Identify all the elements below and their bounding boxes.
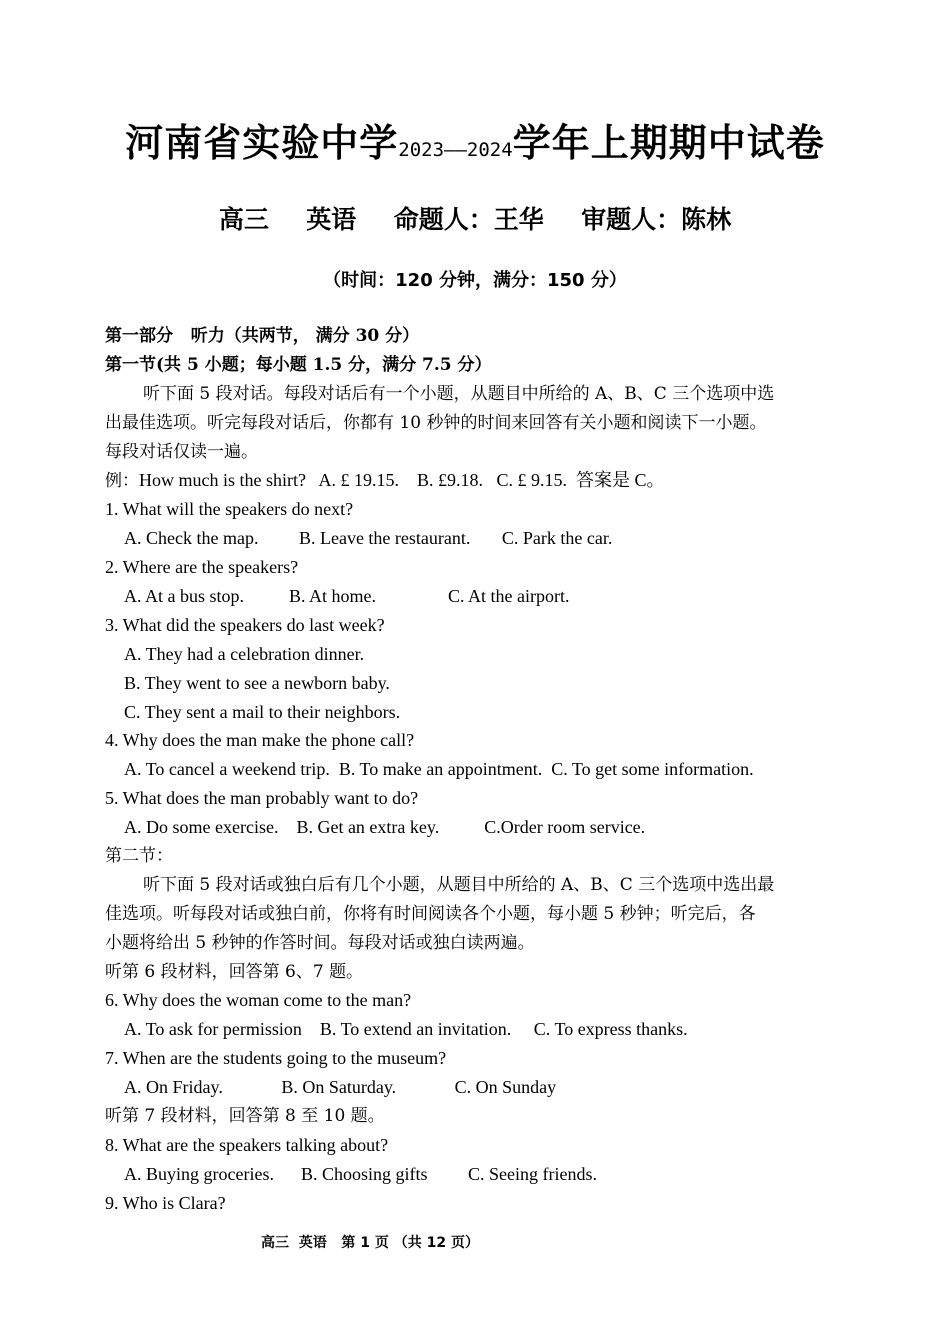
question-option: B. They went to see a newborn baby. [124, 672, 390, 693]
question-options: A. Do some exercise. B. Get an extra key. C.Order room service. [124, 817, 646, 838]
question-text: 8. What are the speakers talking about? [105, 1134, 389, 1155]
question-text: 9. Who is Clara? [105, 1192, 226, 1213]
question-options: A. On Friday. B. On Saturday. C. On Sunday [124, 1077, 557, 1098]
section2-instruction-line2: 佳选项。听每段对话或独白前，你将有时间阅读各个小题，每小题 5 秒钟；听完后，各 [105, 903, 756, 924]
title-school: 河南省实验中学 [125, 121, 399, 165]
section2-instruction-line3: 小题将给出 5 秒钟的作答时间。每段对话或独白读两遍。 [105, 932, 535, 953]
section1-heading: 第一节(共 5 小题；每小题 1.5 分，满分 7.5 分） [105, 354, 492, 375]
section1-instruction-line1: 听下面 5 段对话。每段对话后有一个小题，从题目中所给的 A、B、C 三个选项中选 [143, 383, 775, 404]
material-7-heading: 听第 7 段材料，回答第 8 至 10 题。 [105, 1106, 385, 1127]
material-6-heading: 听第 6 段材料，回答第 6、7 题。 [105, 961, 364, 982]
question-text: 6. Why does the woman come to the man? [105, 990, 412, 1011]
section2-instruction-line1: 听下面 5 段对话或独白后有几个小题，从题目中所给的 A、B、C 三个选项中选出最 [143, 874, 775, 895]
question-text: 5. What does the man probably want to do? [105, 788, 419, 809]
question-text: 4. Why does the man make the phone call? [105, 730, 415, 751]
title-year: 2023——2024 [398, 139, 513, 161]
question-option: C. They sent a mail to their neighbors. [124, 701, 401, 722]
exam-body [105, 322, 865, 1218]
question-options: A. To ask for permission B. To extend an invitation. C. To express thanks. [124, 1019, 688, 1040]
question-options: A. At a bus stop. B. At home. C. At the airport. [124, 586, 570, 607]
exam-time: （时间：120 分钟，满分：150 分） [323, 270, 627, 291]
example-line [105, 466, 865, 495]
section2-heading: 第二节： [105, 846, 173, 867]
question-options: A. Buying groceries. B. Choosing gifts C. Seeing friends. [124, 1163, 597, 1184]
part1-heading: 第一部分 听力（共两节， 满分 30 分） [105, 326, 420, 346]
question-option: A. They had a celebration dinner. [124, 643, 365, 664]
example-label: 例： [105, 471, 139, 492]
question-text: 1. What will the speakers do next? [105, 499, 354, 520]
exam-subtitle: 高三 英语 命题人：王华 审题人：陈林 [218, 205, 732, 234]
example-text: How much is the shirt? A. £ 19.15. B. £9.18. C. £ 9.15. 答案是 C。 [139, 470, 665, 491]
section1-instruction-line3: 每段对话仅读一遍。 [105, 441, 258, 462]
exam-title [0, 112, 950, 167]
question-text: 2. Where are the speakers? [105, 557, 299, 578]
question-options: A. Check the map. B. Leave the restaurant. C. Park the car. [124, 528, 613, 549]
question-text: 3. What did the speakers do last week? [105, 614, 385, 635]
page-footer: 高三 英语 第 1 页 （共 12 页） [261, 1235, 479, 1251]
title-term: 学年上期期中试卷 [512, 121, 825, 165]
question-text: 7. When are the students going to the museum? [105, 1048, 447, 1069]
question-options: A. To cancel a weekend trip. B. To make an appointment. C. To get some information. [124, 759, 754, 780]
section1-instruction-line2: 出最佳选项。听完每段对话后，你都有 10 秒钟的时间来回答有关小题和阅读下一小题。 [105, 412, 767, 433]
